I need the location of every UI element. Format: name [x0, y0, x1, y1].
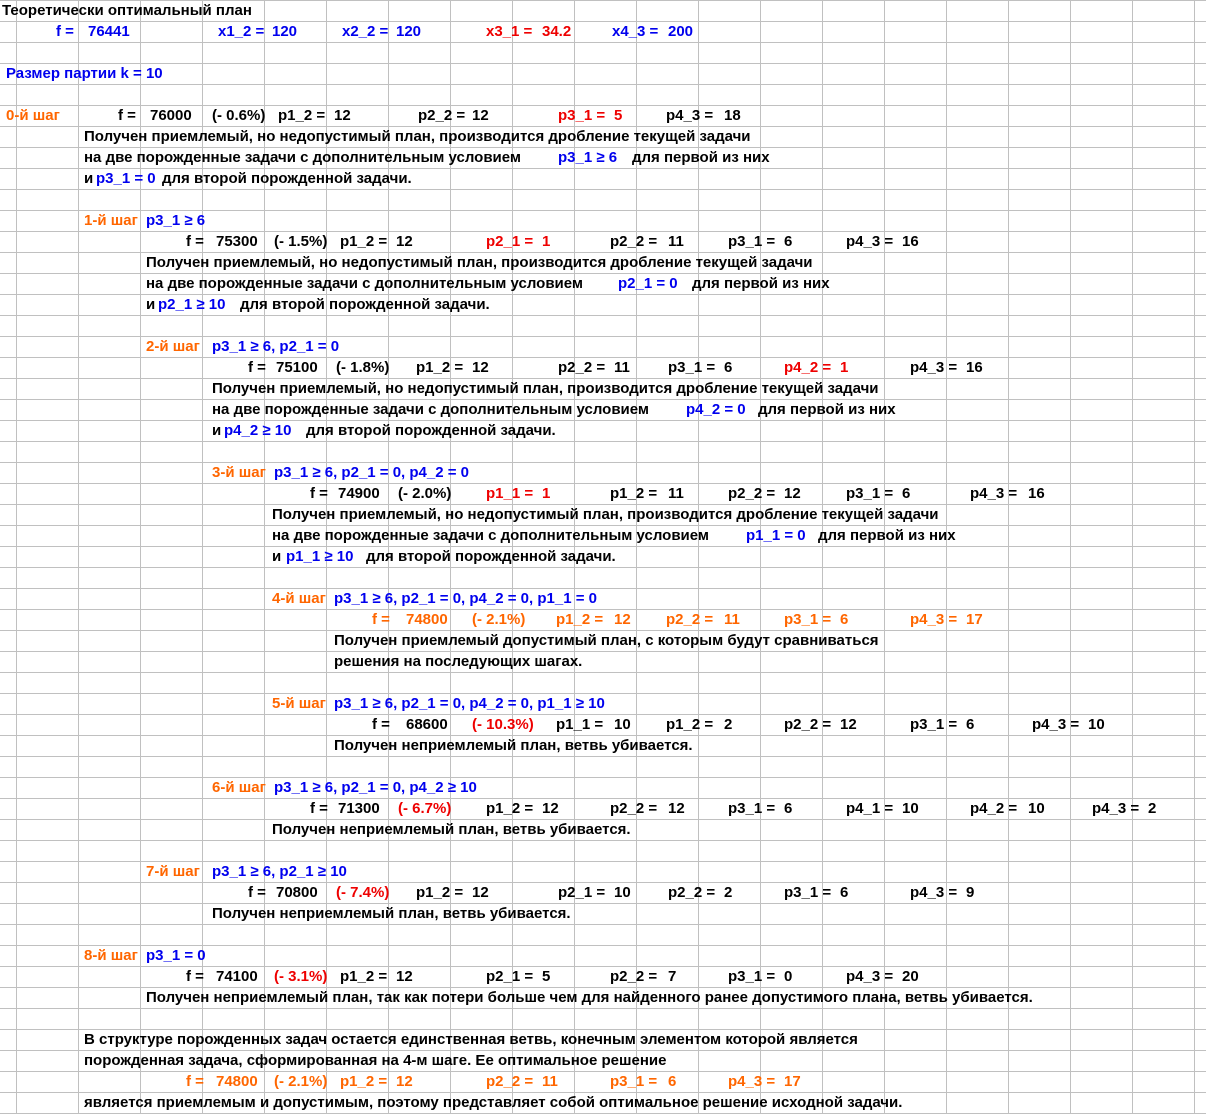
cell-r5-5[interactable]: 12	[334, 107, 351, 124]
cell-r19-0[interactable]: на две порожденные задачи с дополнительным условием	[212, 401, 650, 418]
cell-r24-0[interactable]: Получен приемлемый, но недопустимый план, производится дробление текущей задачи	[272, 506, 939, 523]
cell-r14-0[interactable]: и	[146, 296, 156, 313]
cell-r42-7[interactable]: p2_2 =	[668, 884, 716, 901]
cell-r0-0[interactable]: Теоретически оптимальный план	[2, 2, 252, 19]
cell-r17-3[interactable]: p1_2 =	[416, 359, 464, 376]
cell-r25-1[interactable]: p1_1 = 0	[746, 527, 806, 544]
cell-r29-3[interactable]: p1_2 =	[556, 611, 604, 628]
cell-r20-0[interactable]: и	[212, 422, 222, 439]
cell-r29-2[interactable]: (- 2.1%)	[472, 611, 526, 628]
cell-r42-11[interactable]: p4_3 =	[910, 884, 958, 901]
cell-r26-0[interactable]: и	[272, 548, 282, 565]
cell-r23-7[interactable]: p2_2 =	[728, 485, 776, 502]
cell-r34-6[interactable]: 2	[724, 716, 733, 733]
cell-r35-0[interactable]: Получен неприемлемый план, ветвь убивается.	[334, 737, 693, 754]
cell-r42-0[interactable]: f =	[248, 884, 266, 901]
cell-r34-11[interactable]: p4_3 =	[1032, 716, 1080, 733]
cell-r23-0[interactable]: f =	[310, 485, 328, 502]
cell-r14-2[interactable]: для второй порожденной задачи.	[240, 296, 490, 313]
cell-r10-0[interactable]: 1-й шаг	[84, 212, 138, 229]
cell-r51-9[interactable]: p4_3 =	[728, 1073, 776, 1090]
cell-r6-0[interactable]: Получен приемлемый, но недопустимый план, производится дробление текущей задачи	[84, 128, 751, 145]
cell-r46-8[interactable]: 7	[668, 968, 677, 985]
cell-r49-0[interactable]: В структуре порожденных задач остается единственная ветвь, конечным элементом которой является	[84, 1031, 858, 1048]
cell-r17-8[interactable]: 6	[724, 359, 733, 376]
cell-r23-9[interactable]: p3_1 =	[846, 485, 894, 502]
cell-r50-0[interactable]: порожденная задача, сформированная на 4-м шаге. Ее оптимальное решение	[84, 1052, 667, 1069]
cell-r26-1[interactable]: p1_1 ≥ 10	[286, 548, 354, 565]
cell-r46-0[interactable]: f =	[186, 968, 204, 985]
cell-r23-5[interactable]: p1_2 =	[610, 485, 658, 502]
cell-r34-4[interactable]: 10	[614, 716, 631, 733]
cell-r46-12[interactable]: 20	[902, 968, 919, 985]
cell-r17-1[interactable]: 75100	[276, 359, 318, 376]
cell-r16-0[interactable]: 2-й шаг	[146, 338, 200, 355]
cell-r18-0[interactable]: Получен приемлемый, но недопустимый план, производится дробление текущей задачи	[212, 380, 879, 397]
cell-r8-2[interactable]: для второй порожденной задачи.	[162, 170, 412, 187]
cell-r5-11[interactable]: 18	[724, 107, 741, 124]
cell-r42-5[interactable]: p2_1 =	[558, 884, 606, 901]
cell-r28-1[interactable]: p3_1 ≥ 6, p2_1 = 0, p4_2 = 0, p1_1 = 0	[334, 590, 597, 607]
cell-r11-3[interactable]: p1_2 =	[340, 233, 388, 250]
cell-r51-5[interactable]: p2_2 =	[486, 1073, 534, 1090]
cell-r38-13[interactable]: p4_3 =	[1092, 800, 1140, 817]
cell-r14-1[interactable]: p2_1 ≥ 10	[158, 296, 226, 313]
cell-r11-2[interactable]: (- 1.5%)	[274, 233, 328, 250]
cell-r34-9[interactable]: p3_1 =	[910, 716, 958, 733]
cell-r16-1[interactable]: p3_1 ≥ 6, p2_1 = 0	[212, 338, 340, 355]
cell-r1-6[interactable]: x3_1 =	[486, 23, 533, 40]
cell-r8-1[interactable]: p3_1 = 0	[96, 170, 156, 187]
cell-r46-1[interactable]: 74100	[216, 968, 258, 985]
cell-r34-1[interactable]: 68600	[406, 716, 448, 733]
cell-r22-0[interactable]: 3-й шаг	[212, 464, 266, 481]
cell-r11-11[interactable]: p4_3 =	[846, 233, 894, 250]
cell-r5-2[interactable]: 76000	[150, 107, 192, 124]
cell-r23-10[interactable]: 6	[902, 485, 911, 502]
cell-r11-9[interactable]: p3_1 =	[728, 233, 776, 250]
cell-r26-2[interactable]: для второй порожденной задачи.	[366, 548, 616, 565]
cell-r1-4[interactable]: x2_2 =	[342, 23, 389, 40]
cell-r42-3[interactable]: p1_2 =	[416, 884, 464, 901]
cell-r42-2[interactable]: (- 7.4%)	[336, 884, 390, 901]
cell-r29-6[interactable]: 11	[724, 611, 740, 628]
cell-r23-6[interactable]: 11	[668, 485, 684, 502]
cell-r3-0[interactable]: Размер партии k = 10	[6, 65, 163, 82]
cell-r42-8[interactable]: 2	[724, 884, 733, 901]
cell-r37-0[interactable]: 6-й шаг	[212, 779, 266, 796]
cell-r38-6[interactable]: 12	[668, 800, 685, 817]
cell-r29-0[interactable]: f =	[372, 611, 390, 628]
cell-r34-2[interactable]: (- 10.3%)	[472, 716, 534, 733]
cell-r23-11[interactable]: p4_3 =	[970, 485, 1018, 502]
cell-r5-6[interactable]: p2_2 =	[418, 107, 466, 124]
cell-r42-10[interactable]: 6	[840, 884, 849, 901]
cell-r1-9[interactable]: 200	[668, 23, 694, 40]
cell-r37-1[interactable]: p3_1 ≥ 6, p2_1 = 0, p4_2 ≥ 10	[274, 779, 477, 796]
cell-r5-0[interactable]: 0-й шаг	[6, 107, 60, 124]
cell-r39-0[interactable]: Получен неприемлемый план, ветвь убивается.	[272, 821, 631, 838]
cell-r23-4[interactable]: 1	[542, 485, 551, 502]
cell-r33-1[interactable]: p3_1 ≥ 6, p2_1 = 0, p4_2 = 0, p1_1 ≥ 10	[334, 695, 605, 712]
cell-r5-7[interactable]: 12	[472, 107, 489, 124]
cell-r13-0[interactable]: на две порожденные задачи с дополнительным условием	[146, 275, 584, 292]
cell-r29-1[interactable]: 74800	[406, 611, 448, 628]
cell-r29-9[interactable]: p4_3 =	[910, 611, 958, 628]
cell-r42-4[interactable]: 12	[472, 884, 489, 901]
cell-r33-0[interactable]: 5-й шаг	[272, 695, 326, 712]
cell-r51-1[interactable]: 74800	[216, 1073, 258, 1090]
cell-r19-1[interactable]: p4_2 = 0	[686, 401, 746, 418]
cell-r46-9[interactable]: p3_1 =	[728, 968, 776, 985]
cell-r13-1[interactable]: p2_1 = 0	[618, 275, 678, 292]
cell-r29-4[interactable]: 12	[614, 611, 631, 628]
cell-r34-3[interactable]: p1_1 =	[556, 716, 604, 733]
cell-r34-0[interactable]: f =	[372, 716, 390, 733]
cell-r5-10[interactable]: p4_3 =	[666, 107, 714, 124]
cell-r7-2[interactable]: для первой из них	[632, 149, 770, 166]
cell-r34-10[interactable]: 6	[966, 716, 975, 733]
cell-r51-8[interactable]: 6	[668, 1073, 677, 1090]
cell-r29-7[interactable]: p3_1 =	[784, 611, 832, 628]
cell-r47-0[interactable]: Получен неприемлемый план, так как потери больше чем для найденного ранее допустимого плана, ветвь убивается.	[146, 989, 1033, 1006]
cell-r28-0[interactable]: 4-й шаг	[272, 590, 326, 607]
cell-r12-0[interactable]: Получен приемлемый, но недопустимый план, производится дробление текущей задачи	[146, 254, 813, 271]
cell-r1-3[interactable]: 120	[272, 23, 298, 40]
cell-r34-5[interactable]: p1_2 =	[666, 716, 714, 733]
cell-r22-1[interactable]: p3_1 ≥ 6, p2_1 = 0, p4_2 = 0	[274, 464, 470, 481]
cell-r34-8[interactable]: 12	[840, 716, 857, 733]
cell-r11-6[interactable]: 1	[542, 233, 551, 250]
cell-r29-10[interactable]: 17	[966, 611, 983, 628]
cell-r13-2[interactable]: для первой из них	[692, 275, 830, 292]
cell-r7-0[interactable]: на две порожденные задачи с дополнительным условием	[84, 149, 522, 166]
cell-r11-0[interactable]: f =	[186, 233, 204, 250]
cell-r51-0[interactable]: f =	[186, 1073, 204, 1090]
cell-r1-0[interactable]: f =	[56, 23, 74, 40]
cell-r1-2[interactable]: x1_2 =	[218, 23, 265, 40]
cell-r38-11[interactable]: p4_2 =	[970, 800, 1018, 817]
cell-r45-1[interactable]: p3_1 = 0	[146, 947, 206, 964]
cell-r29-8[interactable]: 6	[840, 611, 849, 628]
cell-r17-5[interactable]: p2_2 =	[558, 359, 606, 376]
cell-r23-3[interactable]: p1_1 =	[486, 485, 534, 502]
cell-r38-5[interactable]: p2_2 =	[610, 800, 658, 817]
cell-r51-3[interactable]: p1_2 =	[340, 1073, 388, 1090]
cell-r23-1[interactable]: 74900	[338, 485, 380, 502]
cell-r11-10[interactable]: 6	[784, 233, 793, 250]
cell-r11-7[interactable]: p2_2 =	[610, 233, 658, 250]
cell-r46-5[interactable]: p2_1 =	[486, 968, 534, 985]
cell-r46-3[interactable]: p1_2 =	[340, 968, 388, 985]
cell-r23-2[interactable]: (- 2.0%)	[398, 485, 452, 502]
cell-r1-1[interactable]: 76441	[88, 23, 130, 40]
cell-r38-0[interactable]: f =	[310, 800, 328, 817]
cell-r41-1[interactable]: p3_1 ≥ 6, p2_1 ≥ 10	[212, 863, 347, 880]
cell-r51-7[interactable]: p3_1 =	[610, 1073, 658, 1090]
cell-r46-11[interactable]: p4_3 =	[846, 968, 894, 985]
cell-r43-0[interactable]: Получен неприемлемый план, ветвь убивается.	[212, 905, 571, 922]
cell-r38-7[interactable]: p3_1 =	[728, 800, 776, 817]
cell-r25-0[interactable]: на две порожденные задачи с дополнительным условием	[272, 527, 710, 544]
cell-r30-0[interactable]: Получен приемлемый допустимый план, с которым будут сравниваться	[334, 632, 879, 649]
cell-r23-12[interactable]: 16	[1028, 485, 1045, 502]
cell-r5-3[interactable]: (- 0.6%)	[212, 107, 266, 124]
cell-r17-7[interactable]: p3_1 =	[668, 359, 716, 376]
cell-r5-8[interactable]: p3_1 =	[558, 107, 606, 124]
cell-r38-10[interactable]: 10	[902, 800, 919, 817]
cell-r29-5[interactable]: p2_2 =	[666, 611, 714, 628]
cell-r20-2[interactable]: для второй порожденной задачи.	[306, 422, 556, 439]
cell-r42-6[interactable]: 10	[614, 884, 631, 901]
cell-r42-9[interactable]: p3_1 =	[784, 884, 832, 901]
cell-r5-1[interactable]: f =	[118, 107, 136, 124]
cell-r20-1[interactable]: p4_2 ≥ 10	[224, 422, 292, 439]
cell-r38-9[interactable]: p4_1 =	[846, 800, 894, 817]
cell-r46-7[interactable]: p2_2 =	[610, 968, 658, 985]
cell-r38-4[interactable]: 12	[542, 800, 559, 817]
cell-r23-8[interactable]: 12	[784, 485, 801, 502]
cell-r38-12[interactable]: 10	[1028, 800, 1045, 817]
cell-r42-1[interactable]: 70800	[276, 884, 318, 901]
cell-r34-12[interactable]: 10	[1088, 716, 1105, 733]
cell-r46-2[interactable]: (- 3.1%)	[274, 968, 328, 985]
cell-r38-1[interactable]: 71300	[338, 800, 380, 817]
cell-r25-2[interactable]: для первой из них	[818, 527, 956, 544]
cell-r41-0[interactable]: 7-й шаг	[146, 863, 200, 880]
cell-r46-4[interactable]: 12	[396, 968, 413, 985]
cell-r38-8[interactable]: 6	[784, 800, 793, 817]
cell-r11-5[interactable]: p2_1 =	[486, 233, 534, 250]
cell-r5-4[interactable]: p1_2 =	[278, 107, 326, 124]
cell-r17-11[interactable]: p4_3 =	[910, 359, 958, 376]
cell-r1-5[interactable]: 120	[396, 23, 422, 40]
cell-r17-10[interactable]: 1	[840, 359, 849, 376]
cell-r31-0[interactable]: решения на последующих шагах.	[334, 653, 583, 670]
cell-r17-2[interactable]: (- 1.8%)	[336, 359, 390, 376]
cell-r19-2[interactable]: для первой из них	[758, 401, 896, 418]
cell-r34-7[interactable]: p2_2 =	[784, 716, 832, 733]
cell-r17-6[interactable]: 11	[614, 359, 630, 376]
cell-r5-9[interactable]: 5	[614, 107, 623, 124]
cell-r17-12[interactable]: 16	[966, 359, 983, 376]
cell-r11-1[interactable]: 75300	[216, 233, 258, 250]
cell-r11-8[interactable]: 11	[668, 233, 684, 250]
cell-r52-0[interactable]: является приемлемым и допустимым, поэтому представляет собой оптимальное решение исходной задачи.	[84, 1094, 903, 1111]
cell-r51-6[interactable]: 11	[542, 1073, 558, 1090]
cell-r51-4[interactable]: 12	[396, 1073, 413, 1090]
cell-r1-8[interactable]: x4_3 =	[612, 23, 659, 40]
cell-r51-2[interactable]: (- 2.1%)	[274, 1073, 328, 1090]
cell-r38-2[interactable]: (- 6.7%)	[398, 800, 452, 817]
cell-r45-0[interactable]: 8-й шаг	[84, 947, 138, 964]
cell-r51-10[interactable]: 17	[784, 1073, 801, 1090]
cell-r17-4[interactable]: 12	[472, 359, 489, 376]
cell-r11-4[interactable]: 12	[396, 233, 413, 250]
cell-r17-0[interactable]: f =	[248, 359, 266, 376]
cell-r38-14[interactable]: 2	[1148, 800, 1157, 817]
cell-r17-9[interactable]: p4_2 =	[784, 359, 832, 376]
cell-r7-1[interactable]: p3_1 ≥ 6	[558, 149, 618, 166]
cell-r11-12[interactable]: 16	[902, 233, 919, 250]
cell-r1-7[interactable]: 34.2	[542, 23, 572, 40]
cell-r46-6[interactable]: 5	[542, 968, 551, 985]
cell-r38-3[interactable]: p1_2 =	[486, 800, 534, 817]
cell-r10-1[interactable]: p3_1 ≥ 6	[146, 212, 206, 229]
cell-r42-12[interactable]: 9	[966, 884, 975, 901]
cell-r46-10[interactable]: 0	[784, 968, 793, 985]
cell-r8-0[interactable]: и	[84, 170, 94, 187]
